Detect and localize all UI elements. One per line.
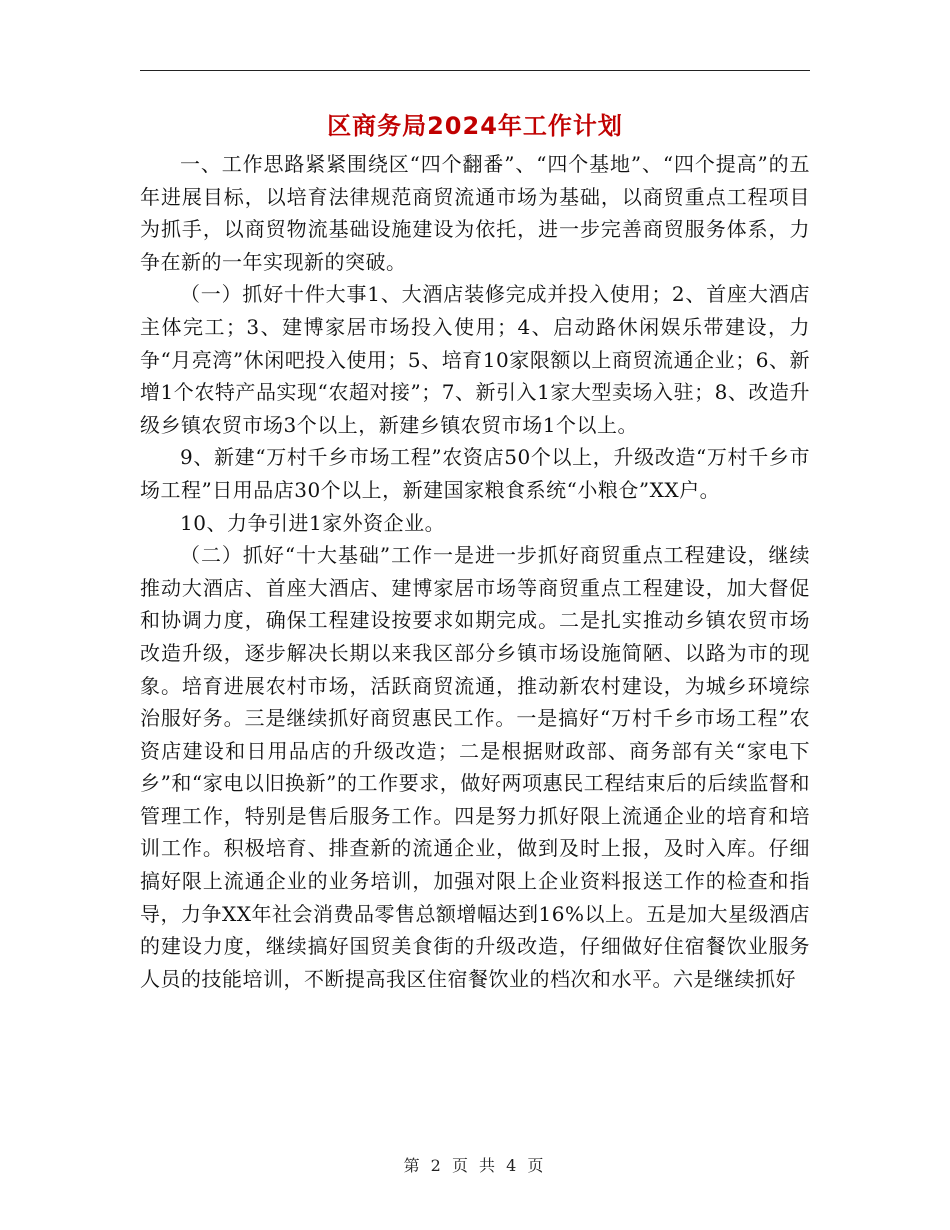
document-body bbox=[140, 148, 810, 995]
paragraph-ten-foundations: （二）抓好“十大基础”工作一是进一步抓好商贸重点工程建设，继续推动大酒店、首座大酒店、建博家居市场等商贸重点工程建设，加大督促和协调力度，确保工程建设按要求如期完成。二是扎实推动乡镇农贸市场改造升级，逐步解决长期以来我区部分乡镇市场设施简陋、以路为市的现象。培育进展农村市场，活跃商贸流通，推动新农村建设，为城乡环境综治服好务。三是继续抓好商贸惠民工作。一是搞好“万村千乡市场工程”农资店建设和日用品店的升级改造；二是根据财政部、商务部有关“家电下乡”和“家电以旧换新”的工作要求，做好两项惠民工程结束后的后续监督和管理工作，特别是售后服务工作。四是努力抓好限上流通企业的培育和培训工作。积极培育、排查新的流通企业，做到及时上报，及时入库。仔细搞好限上流通企业的业务培训，加强对限上企业资料报送工作的检查和指导，力争XX年社会消费品零售总额增幅达到16%以上。五是加大星级酒店的建设力度，继续搞好国贸美食街的升级改造，仔细做好住宿餐饮业服务人员的技能培训，不断提高我区住宿餐饮业的档次和水平。六是继续抓好 bbox=[140, 543, 810, 991]
paragraph-work-idea: 一、工作思路紧紧围绕区“四个翻番”、“四个基地”、“四个提高”的五年进展目标，以培育法律规范商贸流通市场为基础，以商贸重点工程项目为抓手，以商贸物流基础设施建设为依托，进一步完善商贸服务体系，力争在新的一年实现新的突破。 bbox=[140, 152, 810, 274]
header-rule bbox=[140, 70, 810, 71]
paragraph-ten-major-events: （一）抓好十件大事1、大酒店装修完成并投入使用；2、首座大酒店主体完工；3、建博家居市场投入使用；4、启动路休闲娱乐带建设，力争“月亮湾”休闲吧投入使用；5、培育10家限额以上商贸流通企业；6、新增1个农特产品实现“农超对接”；7、新引入1家大型卖场入驻；8、改造升级乡镇农贸市场3个以上，新建乡镇农贸市场1个以上。 bbox=[140, 282, 810, 437]
page-number-footer: 第 2 页 共 4 页 bbox=[403, 1156, 547, 1175]
document-title: 区商务局2024年工作计划 bbox=[327, 112, 623, 140]
paragraph-item-10: 10、力争引进1家外资企业。 bbox=[180, 510, 446, 535]
paragraph-item-9: 9、新建“万村千乡市场工程”农资店50个以上，升级改造“万村千乡市场工程”日用品店30个以上，新建国家粮食系统“小粮仓”XX户。 bbox=[140, 445, 810, 502]
